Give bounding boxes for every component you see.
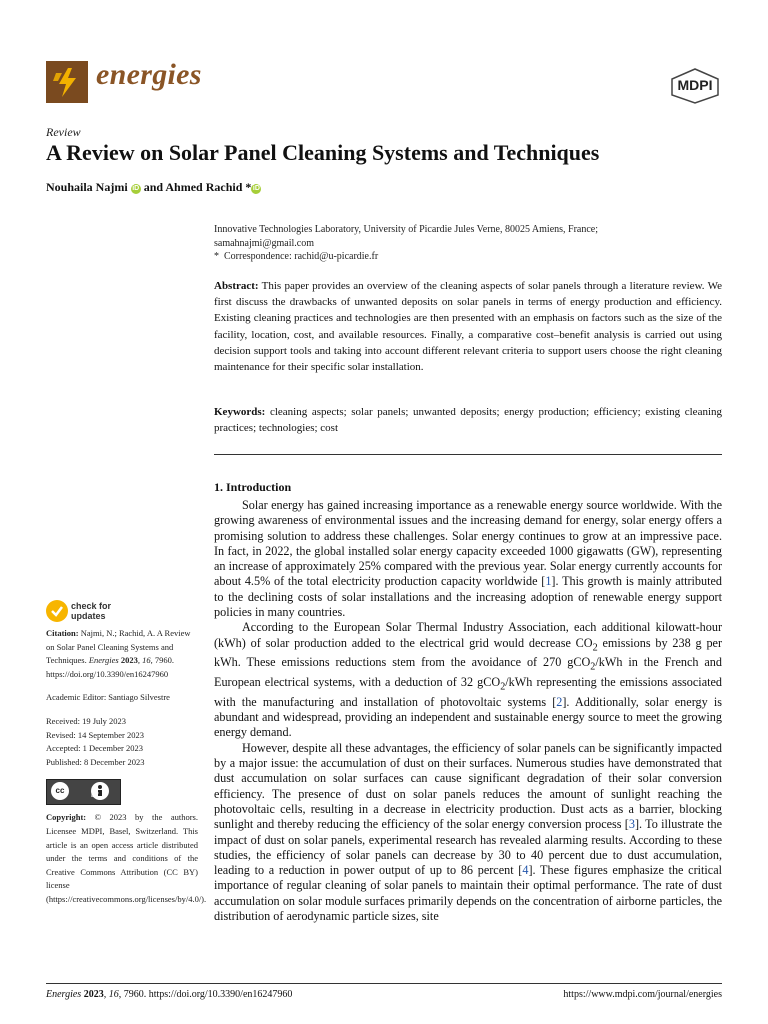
reference-link[interactable]: 3 xyxy=(628,817,635,832)
journal-logo xyxy=(46,61,88,103)
article-dates xyxy=(46,715,198,769)
reference-link[interactable]: 2 xyxy=(556,694,563,709)
keywords-label: Keywords: xyxy=(214,406,266,418)
footer-doi-link[interactable]: , 7960. https://doi.org/10.3390/en16247960 xyxy=(118,989,293,1000)
reference-link[interactable]: 4 xyxy=(522,863,529,878)
reference-link[interactable]: 1 xyxy=(545,574,552,589)
date-accepted: Accepted: 1 December 2023 xyxy=(46,743,143,754)
orcid-icon[interactable]: iD xyxy=(132,185,140,192)
citation-doi[interactable]: , 7960. https://doi.org/10.3390/en16247960 xyxy=(46,655,174,679)
academic-editor: Academic Editor: Santiago Silvestre xyxy=(46,692,170,703)
lightning-bolt-icon xyxy=(46,61,88,103)
keywords-text: cleaning aspects; solar panels; unwanted deposits; energy production; efficiency; existing cleaning practices; technologies; cost xyxy=(214,406,723,435)
correspondence: * Correspondence: rachid@u-picardie.fr xyxy=(214,251,379,262)
copyright-notice: Copyright: © 2023 by the authors. Licensee MDPI, Basel, Switzerland. This article is an open access article distributed under the terms and conditions of the Creative Commons Attribution (CC BY) license (https://creativecommons.org/licenses/by/4.0/). xyxy=(46,812,207,904)
paragraph: According to the European Solar Thermal Industry Association, each additional kilowatt-hour (kWh) of solar production added to the electrical grid would decrease $CO_2$ emissions by 238 g per kWh. These emissions reductions stem from the avoidance of 270 gCO$_2$/kWh in the French and European electrical systems, with a deduction of 32 gCO$_2$/kWh representing the emissions associated with the manufacturing and installation of photovoltaic systems [2]. Additionally, solar energy is abundant and widespread, providing an independent and sustainable energy source to meet the growing energy demand. xyxy=(214,620,723,740)
abstract-text: This paper provides an overview of the cleaning aspects of solar panels through a literature review. We first discuss the drawbacks of unwanted deposits on solar panels in terms of energy production and efficiency. Existing cleaning practices and technologies are then presented with an emphasis on factors such as the size of the facility, location, cost, and available resources. Finally, a comparative cost–benefit analysis is carried out using decision support tools and taking into account different relevant criteria to support users choose the right cleaning maintenance for their specific solar installation. xyxy=(214,280,722,374)
footer-journal-url[interactable]: https://www.mdpi.com/journal/energies xyxy=(563,989,722,1000)
check-for-updates-icon xyxy=(46,600,68,622)
affiliation-block xyxy=(214,223,724,264)
article-sidebar xyxy=(46,627,207,907)
section-heading: 1. Introduction xyxy=(214,480,292,494)
abstract xyxy=(214,278,722,375)
paragraph: Solar energy has gained increasing importance as a renewable energy source worldwide. With the growing awareness of environmental issues and the increasing demand for energy, solar energy offers a promising solution to address these challenges. Solar energy continues to grow at an impressive pace. In fact, in 2022, the global installed solar energy capacity exceeded 1000 gigawatts (GW), representing an increase of approximately 25% compared with the previous year. Solar energy currently accounts for about 4.5% of the total electricity production capacity worldwide [1]. This growth is mainly attributed to the declining costs of solar installations and the increasing adoption of renewable energy support policies in many countries. xyxy=(214,498,722,620)
affiliation-email[interactable]: samahnajmi@gmail.com xyxy=(214,237,315,249)
section-divider xyxy=(214,454,722,455)
author-name[interactable]: Nouhaila Najmi xyxy=(46,180,128,194)
check-for-updates-button[interactable]: check for updates xyxy=(46,600,136,622)
citation: Citation: Najmi, N.; Rachid, A. A Review on Solar Panel Cleaning Systems and Techniques. Energies 2023, 16, 7960. https://doi.org/10.3390/en16247960 xyxy=(46,628,191,679)
cc-by-license-badge[interactable]: cc BY xyxy=(46,779,121,805)
footer-divider xyxy=(46,983,722,984)
article-type: Review xyxy=(46,125,81,139)
author-list xyxy=(46,180,261,195)
orcid-icon[interactable]: iD xyxy=(252,185,260,192)
paragraph: However, despite all these advantages, the efficiency of solar panels can be significantly impacted by a major issue: the accumulation of dust on their surfaces. Numerous studies have demonstrated that dust accumulation on solar surfaces can cause significant degradation of their solar conversion efficiency. The presence of dust on solar panels reduces the amount of sunlight reaching the photovoltaic cells, resulting in a decrease in electricity production. Dust acts as a barrier, blocking sunlight and thereby reducing the efficiency of the solar energy conversion process [3]. To illustrate the impact of dust on solar panels, experimental research has revealed alarming results. According to these studies, the efficiency of solar panels can decrease by 30 to 40 percent due to dust accumulation, leading to a reduction in power output of up to 86 percent [4]. These figures emphasize the critical importance of regular cleaning of solar panels to maintain their optimal performance. The rate of dust accumulation on solar module surfaces primarily depends on the concentration of airborne particles, the distribution of aerodynamic particle sizes, site xyxy=(214,740,723,924)
abstract-label: Abstract: xyxy=(214,280,259,292)
affiliation: Innovative Technologies Laboratory, University of Picardie Jules Verne, 80025 Amiens, France; xyxy=(214,224,599,235)
authors-joiner: and xyxy=(143,180,164,194)
footer-citation: Energies 2023, 16, 7960. https://doi.org/10.3390/en16247960 xyxy=(46,989,293,1000)
date-revised: Revised: 14 September 2023 xyxy=(46,729,144,740)
journal-name: energies xyxy=(96,58,202,91)
correspondence-email[interactable]: rachid@u-picardie.fr xyxy=(294,251,379,262)
cc-icon: cc xyxy=(51,782,69,800)
introduction-body xyxy=(214,498,722,924)
keywords xyxy=(214,404,722,436)
date-received: Received: 19 July 2023 xyxy=(46,715,127,726)
author-name[interactable]: Ahmed Rachid xyxy=(165,180,243,194)
article-title: A Review on Solar Panel Cleaning Systems and Techniques xyxy=(46,140,600,165)
date-published: Published: 8 December 2023 xyxy=(46,756,145,767)
corresponding-mark: * xyxy=(245,180,252,194)
mdpi-logo: MDPI xyxy=(668,67,722,105)
